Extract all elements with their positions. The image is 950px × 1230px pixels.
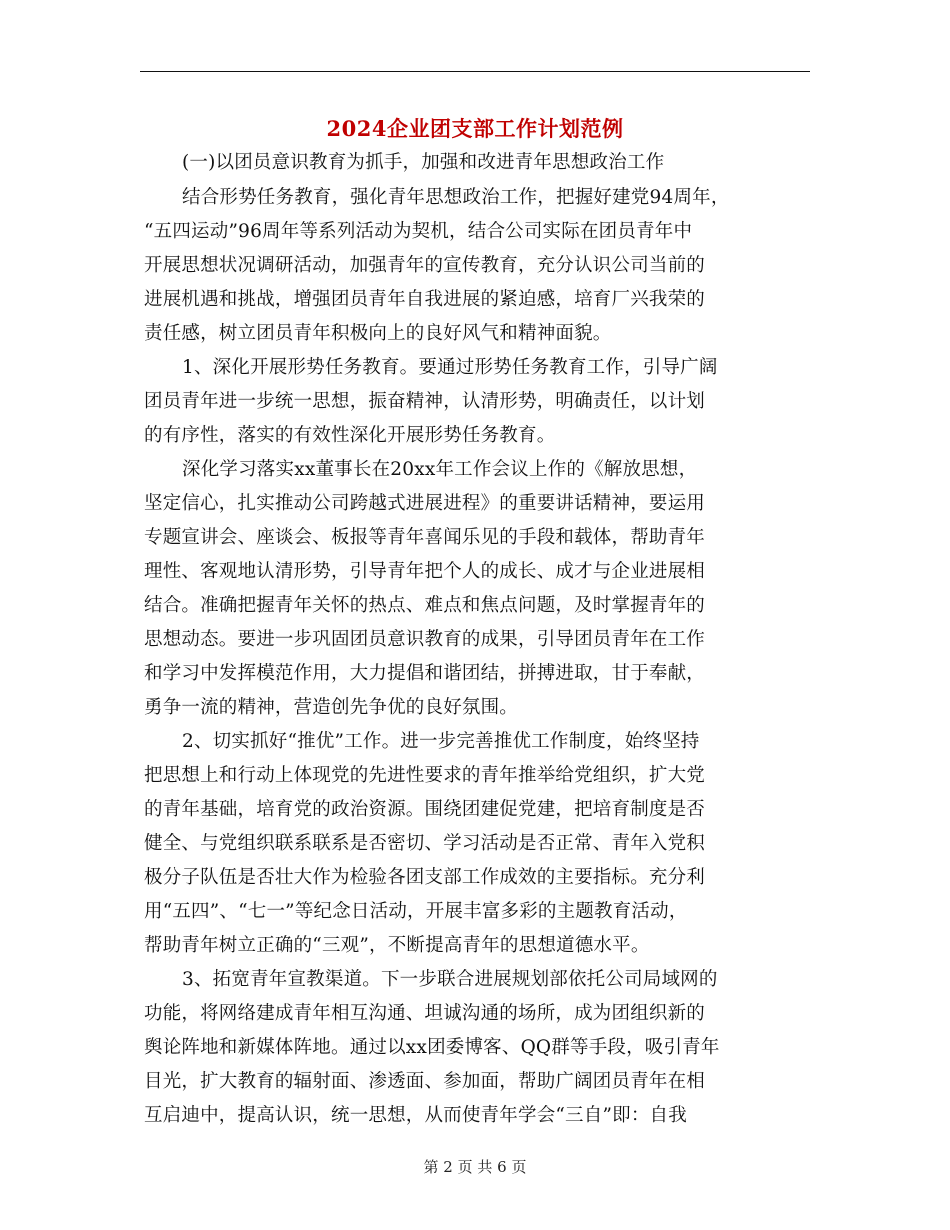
paragraph-line: 专题宣讲会、座谈会、板报等青年喜闻乐见的手段和载体，帮助青年 [144, 527, 706, 548]
paragraph-line: 团员青年进一步统一思想，振奋精神，认清形势，明确责任，以计划 [144, 391, 706, 412]
paragraph-line: 互启迪中，提高认识，统一思想，从而使青年学会“三自”即：自我 [144, 1105, 687, 1126]
paragraph-line: 结合形势任务教育，强化青年思想政治工作，把握好建党94周年， [182, 187, 730, 208]
paragraph-line: 的有序性，落实的有效性深化开展形势任务教育。 [144, 425, 556, 446]
paragraph-line: 把思想上和行动上体现党的先进性要求的青年推举给党组织，扩大党 [144, 765, 706, 786]
paragraph-line: 勇争一流的精神，营造创先争优的良好氛围。 [144, 697, 519, 718]
paragraph-line: 责任感，树立团员青年积极向上的良好风气和精神面貌。 [144, 323, 612, 344]
paragraph-line: 结合。准确把握青年关怀的热点、难点和焦点问题，及时掌握青年的 [144, 595, 706, 616]
paragraph-line: 3、拓宽青年宣教渠道。下一步联合进展规划部依托公司局域网的 [182, 969, 718, 990]
paragraph-line: 进展机遇和挑战，增强团员青年自我进展的紧迫感，培育厂兴我荣的 [144, 289, 706, 310]
paragraph-line: 坚定信心，扎实推动公司跨越式进展进程》的重要讲话精神，要运用 [144, 493, 706, 514]
paragraph-line: 的青年基础，培育党的政治资源。围绕团建促党建，把培育制度是否 [144, 799, 706, 820]
paragraph-line: 1、深化开展形势任务教育。要通过形势任务教育工作，引导广阔 [182, 357, 718, 378]
paragraph-line: (一)以团员意识教育为抓手，加强和改进青年思想政治工作 [182, 152, 665, 173]
paragraph-line: 健全、与党组织联系联系是否密切、学习活动是否正常、青年入党积 [144, 833, 706, 854]
paragraph-line: “五四运动”96周年等系列活动为契机，结合公司实际在团员青年中 [144, 221, 693, 242]
paragraph-line: 用“五四”、“七一”等纪念日活动，开展丰富多彩的主题教育活动， [144, 901, 688, 922]
paragraph-line: 极分子队伍是否壮大作为检验各团支部工作成效的主要指标。充分利 [144, 867, 706, 888]
paragraph-line: 2、切实抓好“推优”工作。进一步完善推优工作制度，始终坚持 [182, 731, 700, 752]
document-title: 2024企业团支部工作计划范例 [326, 116, 624, 141]
page-number-footer: 第 2 页 共 6 页 [423, 1158, 527, 1176]
paragraph-line: 开展思想状况调研活动，加强青年的宣传教育，充分认识公司当前的 [144, 255, 706, 276]
paragraph-line: 帮助青年树立正确的“三观”，不断提高青年的思想道德水平。 [144, 935, 650, 956]
paragraph-line: 深化学习落实xx董事长在20xx年工作会议上作的《解放思想， [182, 459, 698, 480]
paragraph-line: 思想动态。要进一步巩固团员意识教育的成果，引导团员青年在工作 [144, 629, 706, 650]
paragraph-line: 功能，将网络建成青年相互沟通、坦诚沟通的场所，成为团组织新的 [144, 1003, 706, 1024]
paragraph-line: 理性、客观地认清形势，引导青年把个人的成长、成才与企业进展相 [144, 561, 706, 582]
header-rule [140, 71, 810, 72]
paragraph-line: 和学习中发挥模范作用，大力提倡和谐团结，拼搏进取，甘于奉献， [144, 663, 706, 684]
paragraph-line: 舆论阵地和新媒体阵地。通过以xx团委博客、QQ群等手段，吸引青年 [144, 1037, 720, 1058]
paragraph-line: 目光，扩大教育的辐射面、渗透面、参加面，帮助广阔团员青年在相 [144, 1071, 706, 1092]
